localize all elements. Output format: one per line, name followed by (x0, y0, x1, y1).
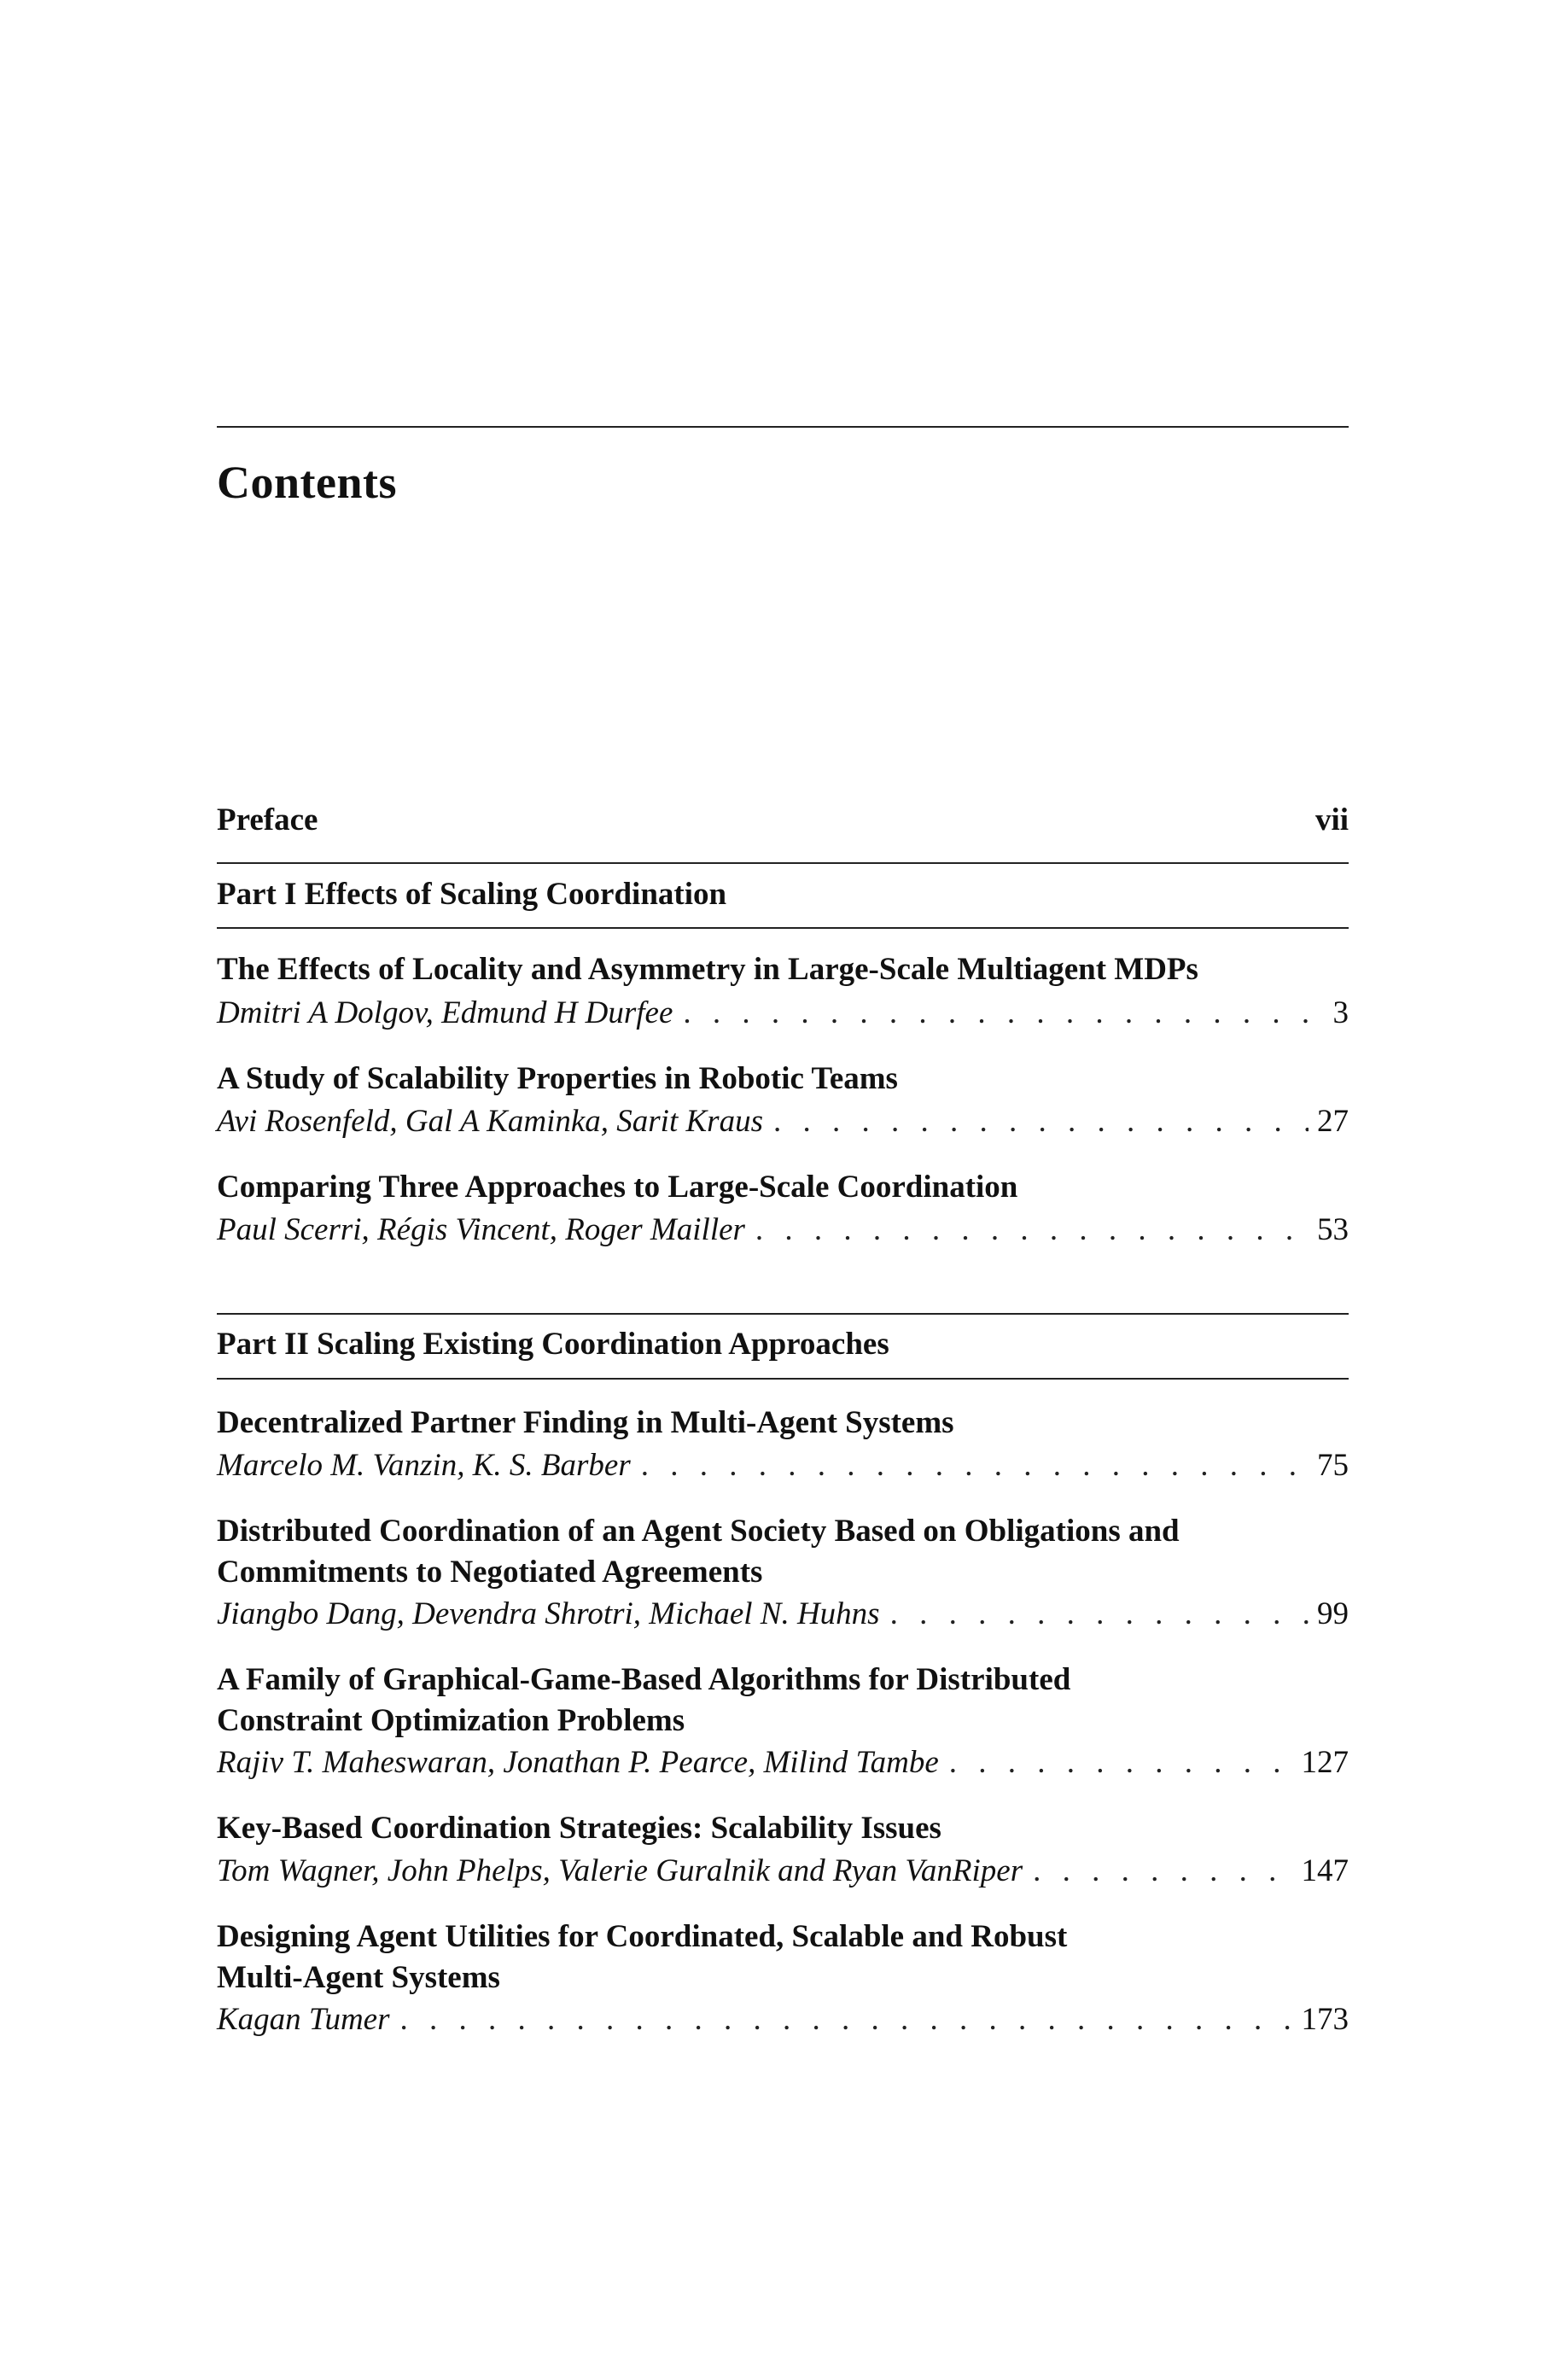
toc-page (217, 0, 1349, 2369)
toc-entry-title-line2[interactable]: Constraint Optimization Problems (217, 1703, 685, 1738)
page-number: 75 (1317, 1448, 1349, 1483)
part1-top-rule (217, 862, 1349, 864)
dot-leader (683, 993, 1314, 1033)
toc-entry-title-line1[interactable]: Distributed Coordination of an Agent Society Based on Obligations and (217, 1514, 1180, 1549)
toc-entry-authors (217, 1851, 1349, 1891)
page-title: Contents (217, 457, 398, 508)
part2-top-rule (217, 1313, 1349, 1315)
page-number: 173 (1301, 2002, 1349, 2037)
title-rule (217, 426, 1349, 428)
toc-entry-authors (217, 1445, 1349, 1485)
authors: Jiangbo Dang, Devendra Shrotri, Michael N. Huhns (217, 1596, 880, 1631)
page-number: 127 (1301, 1745, 1349, 1780)
page-number: 27 (1317, 1104, 1349, 1139)
authors: Rajiv T. Maheswaran, Jonathan P. Pearce, Milind Tambe (217, 1745, 939, 1780)
toc-entry-authors (217, 1101, 1349, 1141)
toc-entry-title-line2[interactable]: Multi-Agent Systems (217, 1960, 500, 1995)
toc-entry-title-line1[interactable]: A Family of Graphical-Game-Based Algorithms for Distributed (217, 1662, 1071, 1697)
dot-leader (890, 1594, 1309, 1634)
authors: Avi Rosenfeld, Gal A Kaminka, Sarit Kraus (217, 1104, 763, 1139)
part2-heading: Part II Scaling Existing Coordination Approaches (217, 1327, 889, 1362)
toc-entry-title-line1[interactable]: Designing Agent Utilities for Coordinated, Scalable and Robust (217, 1919, 1068, 1954)
toc-entry-title[interactable]: Comparing Three Approaches to Large-Scale Coordination (217, 1170, 1018, 1205)
dot-leader (400, 1999, 1293, 2039)
toc-entry-title[interactable]: The Effects of Locality and Asymmetry in Large-Scale Multiagent MDPs (217, 952, 1198, 987)
part1-heading: Part I Effects of Scaling Coordination (217, 877, 727, 912)
toc-entry-title-line2[interactable]: Commitments to Negotiated Agreements (217, 1555, 763, 1590)
toc-entry-title[interactable]: A Study of Scalability Properties in Robotic Teams (217, 1061, 898, 1096)
authors: Paul Scerri, Régis Vincent, Roger Mailler (217, 1212, 745, 1247)
page-number: 147 (1301, 1853, 1349, 1888)
dot-leader (755, 1210, 1309, 1250)
dot-leader (949, 1742, 1293, 1783)
toc-entry-authors (217, 1999, 1349, 2039)
part1-bottom-rule (217, 927, 1349, 929)
preface-page: vii (1314, 802, 1349, 837)
toc-entry-authors (217, 993, 1349, 1033)
dot-leader (641, 1445, 1309, 1485)
toc-entry-authors (217, 1210, 1349, 1250)
preface-label: Preface (217, 802, 318, 837)
authors: Kagan Tumer (217, 2002, 390, 2037)
authors: Dmitri A Dolgov, Edmund H Durfee (217, 995, 673, 1030)
toc-entry-title[interactable]: Decentralized Partner Finding in Multi-Agent Systems (217, 1405, 954, 1440)
preface-entry[interactable] (217, 800, 1349, 840)
part2-bottom-rule (217, 1378, 1349, 1380)
page-number: 3 (1332, 995, 1349, 1030)
toc-entry-title[interactable]: Key-Based Coordination Strategies: Scalability Issues (217, 1811, 941, 1846)
authors: Tom Wagner, John Phelps, Valerie Guralnik and Ryan VanRiper (217, 1853, 1023, 1888)
page-number: 99 (1317, 1596, 1349, 1631)
toc-entry-authors (217, 1594, 1349, 1634)
dot-leader (1033, 1851, 1292, 1891)
toc-entry-authors (217, 1742, 1349, 1783)
authors: Marcelo M. Vanzin, K. S. Barber (217, 1448, 631, 1483)
dot-leader (773, 1101, 1309, 1141)
page-number: 53 (1317, 1212, 1349, 1247)
